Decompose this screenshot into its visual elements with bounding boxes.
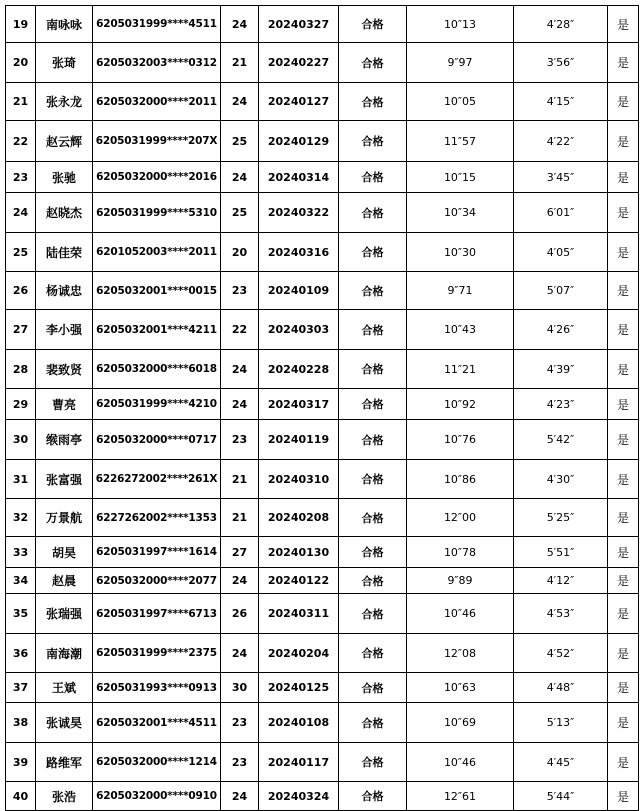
test-date-cell: 20240317 — [259, 389, 339, 420]
name-cell: 张永龙 — [36, 83, 93, 121]
name-cell: 赵晓杰 — [36, 193, 93, 233]
test-date-cell: 20240227 — [259, 43, 339, 83]
table-row — [6, 703, 639, 743]
name-cell: 南咏咏 — [36, 6, 93, 43]
table-row — [6, 83, 639, 121]
table-row — [6, 537, 639, 568]
row-number: 24 — [6, 193, 36, 233]
sprint-time-cell: 12″08 — [407, 634, 514, 673]
run-time-cell: 4′23″ — [514, 389, 608, 420]
result-cell: 合格 — [339, 310, 407, 350]
passed-cell: 是 — [608, 43, 639, 83]
test-date-cell: 20240119 — [259, 420, 339, 460]
name-cell: 张浩 — [36, 782, 93, 811]
passed-cell: 是 — [608, 162, 639, 193]
run-time-cell: 5′42″ — [514, 420, 608, 460]
run-time-cell: 4′30″ — [514, 460, 608, 499]
run-time-cell: 4′48″ — [514, 673, 608, 703]
id-number-cell: 6205032003****0312 — [93, 43, 221, 83]
table-row — [6, 389, 639, 420]
age-cell: 22 — [221, 310, 259, 350]
passed-cell: 是 — [608, 350, 639, 389]
id-number-cell: 6205031999****2375 — [93, 634, 221, 673]
result-cell: 合格 — [339, 703, 407, 743]
row-number: 34 — [6, 568, 36, 594]
row-number: 20 — [6, 43, 36, 83]
name-cell: 赵晨 — [36, 568, 93, 594]
run-time-cell: 5′13″ — [514, 703, 608, 743]
passed-cell: 是 — [608, 743, 639, 782]
test-date-cell: 20240324 — [259, 782, 339, 811]
age-cell: 24 — [221, 350, 259, 389]
age-cell: 27 — [221, 537, 259, 568]
passed-cell: 是 — [608, 460, 639, 499]
name-cell: 杨诚忠 — [36, 272, 93, 310]
name-cell: 南海潮 — [36, 634, 93, 673]
id-number-cell: 6205032000****6018 — [93, 350, 221, 389]
name-cell: 李小强 — [36, 310, 93, 350]
run-time-cell: 5′25″ — [514, 499, 608, 537]
name-cell: 王斌 — [36, 673, 93, 703]
run-time-cell: 4′22″ — [514, 121, 608, 162]
passed-cell: 是 — [608, 782, 639, 811]
result-cell: 合格 — [339, 121, 407, 162]
id-number-cell: 6205032000****0717 — [93, 420, 221, 460]
recruit-test-table — [5, 5, 639, 811]
row-number: 29 — [6, 389, 36, 420]
age-cell: 21 — [221, 499, 259, 537]
passed-cell: 是 — [608, 673, 639, 703]
id-number-cell: 6205031999****5310 — [93, 193, 221, 233]
row-number: 19 — [6, 6, 36, 43]
table-row — [6, 43, 639, 83]
row-number: 37 — [6, 673, 36, 703]
test-date-cell: 20240204 — [259, 634, 339, 673]
age-cell: 24 — [221, 6, 259, 43]
id-number-cell: 6205031997****1614 — [93, 537, 221, 568]
run-time-cell: 4′53″ — [514, 594, 608, 634]
age-cell: 30 — [221, 673, 259, 703]
passed-cell: 是 — [608, 594, 639, 634]
passed-cell: 是 — [608, 233, 639, 272]
passed-cell: 是 — [608, 6, 639, 43]
run-time-cell: 4′39″ — [514, 350, 608, 389]
table-row — [6, 499, 639, 537]
age-cell: 20 — [221, 233, 259, 272]
table-row — [6, 673, 639, 703]
row-number: 40 — [6, 782, 36, 811]
result-cell: 合格 — [339, 83, 407, 121]
age-cell: 24 — [221, 389, 259, 420]
row-number: 26 — [6, 272, 36, 310]
sprint-time-cell: 10″78 — [407, 537, 514, 568]
result-cell: 合格 — [339, 420, 407, 460]
test-date-cell: 20240122 — [259, 568, 339, 594]
sprint-time-cell: 10″15 — [407, 162, 514, 193]
result-cell: 合格 — [339, 594, 407, 634]
passed-cell: 是 — [608, 420, 639, 460]
test-date-cell: 20240303 — [259, 310, 339, 350]
passed-cell: 是 — [608, 703, 639, 743]
sprint-time-cell: 10″34 — [407, 193, 514, 233]
run-time-cell: 4′05″ — [514, 233, 608, 272]
result-cell: 合格 — [339, 162, 407, 193]
result-cell: 合格 — [339, 233, 407, 272]
name-cell: 赵云辉 — [36, 121, 93, 162]
row-number: 23 — [6, 162, 36, 193]
id-number-cell: 6205032001****4211 — [93, 310, 221, 350]
age-cell: 24 — [221, 782, 259, 811]
sprint-time-cell: 10″46 — [407, 743, 514, 782]
table-row — [6, 272, 639, 310]
row-number: 39 — [6, 743, 36, 782]
table-row — [6, 6, 639, 43]
row-number: 22 — [6, 121, 36, 162]
table-row — [6, 594, 639, 634]
row-number: 25 — [6, 233, 36, 272]
id-number-cell: 6205031999****4210 — [93, 389, 221, 420]
result-cell: 合格 — [339, 460, 407, 499]
age-cell: 23 — [221, 420, 259, 460]
test-date-cell: 20240108 — [259, 703, 339, 743]
id-number-cell: 6226272002****261X — [93, 460, 221, 499]
test-date-cell: 20240316 — [259, 233, 339, 272]
result-cell: 合格 — [339, 350, 407, 389]
id-number-cell: 6205032000****1214 — [93, 743, 221, 782]
sprint-time-cell: 10″86 — [407, 460, 514, 499]
name-cell: 张富强 — [36, 460, 93, 499]
name-cell: 张驰 — [36, 162, 93, 193]
run-time-cell: 5′44″ — [514, 782, 608, 811]
sprint-time-cell: 10″43 — [407, 310, 514, 350]
age-cell: 23 — [221, 272, 259, 310]
passed-cell: 是 — [608, 310, 639, 350]
name-cell: 张瑞强 — [36, 594, 93, 634]
passed-cell: 是 — [608, 499, 639, 537]
row-number: 32 — [6, 499, 36, 537]
table-row — [6, 420, 639, 460]
passed-cell: 是 — [608, 83, 639, 121]
sprint-time-cell: 10″13 — [407, 6, 514, 43]
run-time-cell: 5′51″ — [514, 537, 608, 568]
row-number: 36 — [6, 634, 36, 673]
table-row — [6, 460, 639, 499]
id-number-cell: 6205032000****2016 — [93, 162, 221, 193]
age-cell: 21 — [221, 43, 259, 83]
name-cell: 曹亮 — [36, 389, 93, 420]
test-date-cell: 20240310 — [259, 460, 339, 499]
name-cell: 路维军 — [36, 743, 93, 782]
name-cell: 张诚昊 — [36, 703, 93, 743]
age-cell: 26 — [221, 594, 259, 634]
sprint-time-cell: 12″00 — [407, 499, 514, 537]
test-date-cell: 20240109 — [259, 272, 339, 310]
test-date-cell: 20240117 — [259, 743, 339, 782]
result-cell: 合格 — [339, 634, 407, 673]
passed-cell: 是 — [608, 389, 639, 420]
test-date-cell: 20240208 — [259, 499, 339, 537]
run-time-cell: 4′28″ — [514, 6, 608, 43]
run-time-cell: 3′45″ — [514, 162, 608, 193]
result-cell: 合格 — [339, 499, 407, 537]
id-number-cell: 6205031999****207X — [93, 121, 221, 162]
name-cell: 缑雨亭 — [36, 420, 93, 460]
sprint-time-cell: 11″21 — [407, 350, 514, 389]
test-date-cell: 20240322 — [259, 193, 339, 233]
row-number: 35 — [6, 594, 36, 634]
table-row — [6, 162, 639, 193]
sprint-time-cell: 11″57 — [407, 121, 514, 162]
table-row — [6, 568, 639, 594]
row-number: 33 — [6, 537, 36, 568]
test-date-cell: 20240129 — [259, 121, 339, 162]
result-cell: 合格 — [339, 193, 407, 233]
age-cell: 24 — [221, 568, 259, 594]
test-date-cell: 20240228 — [259, 350, 339, 389]
table-row — [6, 782, 639, 811]
run-time-cell: 4′52″ — [514, 634, 608, 673]
run-time-cell: 4′15″ — [514, 83, 608, 121]
sprint-time-cell: 10″05 — [407, 83, 514, 121]
table-body — [6, 6, 639, 811]
table-row — [6, 193, 639, 233]
passed-cell: 是 — [608, 537, 639, 568]
id-number-cell: 6205031997****6713 — [93, 594, 221, 634]
result-cell: 合格 — [339, 743, 407, 782]
name-cell: 万景航 — [36, 499, 93, 537]
test-date-cell: 20240125 — [259, 673, 339, 703]
row-number: 31 — [6, 460, 36, 499]
id-number-cell: 6205032000****2011 — [93, 83, 221, 121]
sprint-time-cell: 10″46 — [407, 594, 514, 634]
result-cell: 合格 — [339, 6, 407, 43]
row-number: 27 — [6, 310, 36, 350]
id-number-cell: 6205032000****2077 — [93, 568, 221, 594]
run-time-cell: 4′45″ — [514, 743, 608, 782]
test-date-cell: 20240327 — [259, 6, 339, 43]
result-cell: 合格 — [339, 389, 407, 420]
table-row — [6, 634, 639, 673]
sprint-time-cell: 9″97 — [407, 43, 514, 83]
table-row — [6, 233, 639, 272]
sprint-time-cell: 10″63 — [407, 673, 514, 703]
run-time-cell: 5′07″ — [514, 272, 608, 310]
id-number-cell: 6205032000****0910 — [93, 782, 221, 811]
id-number-cell: 6205031993****0913 — [93, 673, 221, 703]
age-cell: 24 — [221, 162, 259, 193]
sprint-time-cell: 10″76 — [407, 420, 514, 460]
table-row — [6, 743, 639, 782]
sprint-time-cell: 10″92 — [407, 389, 514, 420]
test-date-cell: 20240314 — [259, 162, 339, 193]
passed-cell: 是 — [608, 634, 639, 673]
table-row — [6, 350, 639, 389]
passed-cell: 是 — [608, 121, 639, 162]
sprint-time-cell: 10″30 — [407, 233, 514, 272]
result-cell: 合格 — [339, 272, 407, 310]
id-number-cell: 6205032001****0015 — [93, 272, 221, 310]
result-cell: 合格 — [339, 537, 407, 568]
result-cell: 合格 — [339, 43, 407, 83]
run-time-cell: 3′56″ — [514, 43, 608, 83]
sprint-time-cell: 10″69 — [407, 703, 514, 743]
passed-cell: 是 — [608, 193, 639, 233]
sprint-time-cell: 12″61 — [407, 782, 514, 811]
test-date-cell: 20240130 — [259, 537, 339, 568]
run-time-cell: 4′26″ — [514, 310, 608, 350]
passed-cell: 是 — [608, 568, 639, 594]
run-time-cell: 6′01″ — [514, 193, 608, 233]
age-cell: 24 — [221, 634, 259, 673]
row-number: 38 — [6, 703, 36, 743]
id-number-cell: 6205032001****4511 — [93, 703, 221, 743]
sprint-time-cell: 9″89 — [407, 568, 514, 594]
sprint-time-cell: 9″71 — [407, 272, 514, 310]
row-number: 28 — [6, 350, 36, 389]
age-cell: 23 — [221, 743, 259, 782]
name-cell: 张琦 — [36, 43, 93, 83]
result-cell: 合格 — [339, 673, 407, 703]
name-cell: 陆佳荣 — [36, 233, 93, 272]
name-cell: 裴致贤 — [36, 350, 93, 389]
age-cell: 21 — [221, 460, 259, 499]
age-cell: 25 — [221, 193, 259, 233]
table-row — [6, 310, 639, 350]
id-number-cell: 6227262002****1353 — [93, 499, 221, 537]
id-number-cell: 6205031999****4511 — [93, 6, 221, 43]
name-cell: 胡昊 — [36, 537, 93, 568]
age-cell: 23 — [221, 703, 259, 743]
table-row — [6, 121, 639, 162]
age-cell: 24 — [221, 83, 259, 121]
test-date-cell: 20240311 — [259, 594, 339, 634]
result-cell: 合格 — [339, 782, 407, 811]
age-cell: 25 — [221, 121, 259, 162]
row-number: 21 — [6, 83, 36, 121]
passed-cell: 是 — [608, 272, 639, 310]
id-number-cell: 6201052003****2011 — [93, 233, 221, 272]
result-cell: 合格 — [339, 568, 407, 594]
row-number: 30 — [6, 420, 36, 460]
test-date-cell: 20240127 — [259, 83, 339, 121]
run-time-cell: 4′12″ — [514, 568, 608, 594]
